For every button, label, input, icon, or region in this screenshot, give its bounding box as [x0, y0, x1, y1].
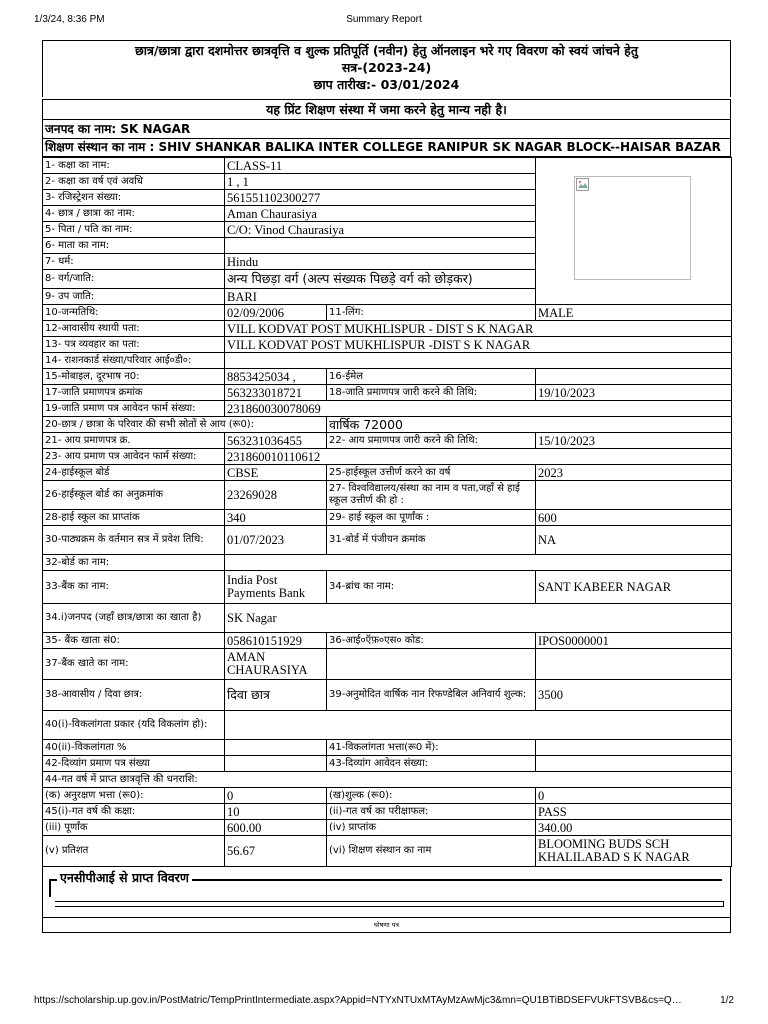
field-label: 2- कक्षा का वर्ष एवं अवधि	[43, 174, 225, 190]
field-value: BARI	[225, 289, 536, 305]
field-label: 43-दिव्यांग आवेदन संख्या:	[327, 756, 536, 772]
field-value: 10	[225, 804, 327, 820]
student-photo	[574, 176, 691, 280]
field-label: 10-जन्मतिथि:	[43, 305, 225, 321]
table-row	[43, 740, 732, 756]
field-value: 8853425034 ,	[225, 369, 327, 385]
field-value: Hindu	[225, 254, 536, 270]
field-label: 7- धर्म:	[43, 254, 225, 270]
field-label: (vi) शिक्षण संस्थान का नाम	[327, 836, 536, 867]
ncpi-section	[42, 867, 731, 918]
field-label: 26-हाईस्कूल बोर्ड का अनुक्रमांक	[43, 481, 225, 510]
field-value: 600	[536, 510, 732, 526]
field-value: VILL KODVAT POST MUKHLISPUR - DIST S K NAGAR	[225, 321, 732, 337]
field-label: 39-अनुमोदित वार्षिक नान रिफण्डेबिल अनिवार्य शुल्क:	[327, 680, 536, 711]
field-value: 340.00	[536, 820, 732, 836]
field-label: 17-जाति प्रमाणपत्र क्रमांक	[43, 385, 225, 401]
print-date: 1/3/24, 8:36 PM	[34, 14, 105, 25]
field-label: 3- रजिस्ट्रेशन संख्या:	[43, 190, 225, 206]
student-details-table	[42, 157, 732, 867]
table-row	[43, 481, 732, 510]
print-page-title: Summary Report	[346, 14, 422, 25]
summary-report-sheet	[42, 40, 731, 933]
field-value: 231860010110612	[225, 449, 732, 465]
field-value: IPOS0000001	[536, 633, 732, 649]
field-value: 561551102300277	[225, 190, 536, 206]
field-value: BLOOMING BUDS SCH KHALILABAD S K NAGAR	[536, 836, 732, 867]
table-row	[43, 353, 732, 369]
field-value: AMAN CHAURASIYA	[225, 649, 327, 680]
field-label: 34.i)जनपद (जहाँ छात्र/छात्रा का खाता है)	[43, 604, 225, 633]
field-label: 9- उप जाति:	[43, 289, 225, 305]
table-row	[43, 305, 732, 321]
field-label: 28-हाई स्कूल का प्राप्तांक	[43, 510, 225, 526]
field-value: VILL KODVAT POST MUKHLISPUR -DIST S K NAGAR	[225, 337, 732, 353]
field-value: वार्षिक 72000	[327, 417, 732, 433]
field-label: 22- आय प्रमाणपत्र जारी करने की तिथि:	[327, 433, 536, 449]
field-label: 11-लिंग:	[327, 305, 536, 321]
browser-print-header	[34, 14, 734, 30]
field-value: 23269028	[225, 481, 327, 510]
field-value: 0	[225, 788, 327, 804]
validity-notice: यह प्रिंट शिक्षण संस्था में जमा करने हेतु मान्य नही है।	[42, 99, 731, 120]
table-row	[43, 321, 732, 337]
table-row	[43, 385, 732, 401]
field-value	[536, 740, 732, 756]
header-session: सत्र-(2023-24)	[341, 60, 432, 75]
field-label: 12-आवासीय स्थायी पता:	[43, 321, 225, 337]
field-label: 4- छात्र / छात्रा का नाम:	[43, 206, 225, 222]
field-label: (क) अनुरक्षण भत्ता (रू0):	[43, 788, 225, 804]
field-value: दिवा छात्र	[225, 680, 327, 711]
field-label: 34-ब्रांच का नाम:	[327, 571, 536, 604]
field-value: India Post Payments Bank	[225, 571, 327, 604]
field-value: 02/09/2006	[225, 305, 327, 321]
table-row	[43, 711, 732, 740]
field-label: 42-दिव्यांग प्रमाण पत्र संख्या	[43, 756, 225, 772]
field-label: 6- माता का नाम:	[43, 238, 225, 254]
table-row	[43, 633, 732, 649]
table-row	[43, 836, 732, 867]
page-number: 1/2	[720, 995, 734, 1006]
header-print-date: छाप तारीख:- 03/01/2024	[313, 77, 460, 92]
field-value: 56.67	[225, 836, 327, 867]
table-row	[43, 680, 732, 711]
field-value: PASS	[536, 804, 732, 820]
fieldset-left-border	[49, 879, 51, 897]
field-label: 31-बोर्ड में पंजीयन क्रमांक	[327, 526, 536, 555]
field-value	[225, 238, 536, 254]
field-label: 18-जाति प्रमाणपत्र जारी करने की तिथि:	[327, 385, 536, 401]
field-label: 25-हाईस्कूल उत्तीर्ण करने का वर्ष	[327, 465, 536, 481]
field-value: 01/07/2023	[225, 526, 327, 555]
ncpi-content-bar	[55, 901, 724, 907]
field-label: 1- कक्षा का नाम:	[43, 158, 225, 174]
table-row	[43, 604, 732, 633]
table-row	[43, 417, 732, 433]
field-label: 33-बैंक का नाम:	[43, 571, 225, 604]
field-value: CLASS-11	[225, 158, 536, 174]
field-value	[225, 711, 732, 740]
field-label: 23- आय प्रमाण पत्र आवेदन फार्म संख्या:	[43, 449, 225, 465]
field-label: 45(i)-गत वर्ष की कक्षा:	[43, 804, 225, 820]
table-row	[43, 337, 732, 353]
field-value: 058610151929	[225, 633, 327, 649]
field-value: SK Nagar	[225, 604, 732, 633]
field-value: 600.00	[225, 820, 327, 836]
field-value: Aman Chaurasiya	[225, 206, 536, 222]
field-value: 19/10/2023	[536, 385, 732, 401]
table-row	[43, 158, 732, 174]
field-label: 40(ii)-विकलांगता %	[43, 740, 225, 756]
table-row	[43, 526, 732, 555]
field-label: (ii)-गत वर्ष का परीक्षाफल:	[327, 804, 536, 820]
field-value	[536, 369, 732, 385]
field-label: 27- विश्वविद्यालय/संस्था का नाम व पता,जहाँ से हाई स्कूल उत्तीर्ण की हो :	[327, 481, 536, 510]
section-label: 44-गत वर्ष में प्राप्त छात्रवृत्ति की धनराशि:	[43, 772, 732, 788]
declaration-heading: घोषणा पत्र	[42, 918, 731, 933]
field-value: NA	[536, 526, 732, 555]
field-value: 563233018721	[225, 385, 327, 401]
field-label: (iii) पूर्णांक	[43, 820, 225, 836]
field-label: 15-मोबाइल, दूरभाष न0:	[43, 369, 225, 385]
field-label: 30-पाठ्यक्रम के वर्तमान सत्र में प्रवेश तिथि:	[43, 526, 225, 555]
field-value: 0	[536, 788, 732, 804]
field-value	[536, 649, 732, 680]
table-row	[43, 510, 732, 526]
field-label: 24-हाईस्कूल बोर्ड	[43, 465, 225, 481]
field-value: 340	[225, 510, 327, 526]
field-label: 8- वर्ग/जाति:	[43, 270, 225, 289]
table-row	[43, 649, 732, 680]
district-name: जनपद का नाम: SK NAGAR	[42, 120, 731, 139]
field-label: 5- पिता / पति का नाम:	[43, 222, 225, 238]
field-label: 35- बैंक खाता सं0:	[43, 633, 225, 649]
field-label: 38-आवासीय / दिवा छात्र:	[43, 680, 225, 711]
field-label: 13- पत्र व्यवहार का पता:	[43, 337, 225, 353]
table-row	[43, 571, 732, 604]
field-label: 20-छात्र / छात्रा के परिवार की सभी स्रोतों से आय (रू0):	[43, 417, 327, 433]
ncpi-legend: एनसीपीआई से प्राप्त विवरण	[57, 869, 192, 886]
field-label: 41-विकलांगता भत्ता(रू0 में):	[327, 740, 536, 756]
table-row	[43, 820, 732, 836]
table-row	[43, 401, 732, 417]
report-header	[42, 40, 731, 97]
field-value: अन्य पिछड़ा वर्ग (अल्प संख्यक पिछड़े वर्ग को छोड़कर)	[225, 270, 536, 289]
field-label: 29- हाई स्कूल का पूर्णांक :	[327, 510, 536, 526]
table-row	[43, 555, 732, 571]
field-label: (iv) प्राप्तांक	[327, 820, 536, 836]
field-label: 37-बैंक खाते का नाम:	[43, 649, 225, 680]
field-value: 2023	[536, 465, 732, 481]
table-row	[43, 433, 732, 449]
field-label: 40(i)-विकलांगता प्रकार (यदि विकलांग हो):	[43, 711, 225, 740]
field-label	[327, 649, 536, 680]
header-title: छात्र/छात्रा द्वारा दशमोत्तर छात्रवृत्ति व शुल्क प्रतिपूर्ति (नवीन) हेतु ऑनलाइन भरे गए विवरण को स्वयं जांचने हेतु	[135, 43, 638, 58]
field-value	[225, 740, 327, 756]
table-row	[43, 788, 732, 804]
table-row	[43, 756, 732, 772]
field-value: 3500	[536, 680, 732, 711]
field-value: 1 , 1	[225, 174, 536, 190]
field-value: 563231036455	[225, 433, 327, 449]
field-value: SANT KABEER NAGAR	[536, 571, 732, 604]
table-row	[43, 369, 732, 385]
field-value: C/O: Vinod Chaurasiya	[225, 222, 536, 238]
table-row	[43, 465, 732, 481]
ncpi-fieldset	[49, 870, 724, 899]
field-value	[536, 481, 732, 510]
field-value: 15/10/2023	[536, 433, 732, 449]
page-url: https://scholarship.up.gov.in/PostMatric/TempPrintIntermediate.aspx?Appid=NTYxNTUxMTAyMzAwMjc3&mn=QU1BTiBDSEFVUkFTSVB&cs=Q…	[34, 995, 682, 1006]
browser-print-footer	[34, 995, 734, 1011]
field-label: 36-आई०ऍफ़०एस० कोड:	[327, 633, 536, 649]
table-row	[43, 449, 732, 465]
field-value	[225, 353, 732, 369]
field-value: MALE	[536, 305, 732, 321]
broken-image-icon	[576, 178, 590, 192]
field-value: CBSE	[225, 465, 327, 481]
field-label: 32-बोर्ड का नाम:	[43, 555, 225, 571]
field-label: (ख)शुल्क (रू0):	[327, 788, 536, 804]
field-label: (v) प्रतिशत	[43, 836, 225, 867]
institution-name: शिक्षण संस्थान का नाम : SHIV SHANKAR BALIKA INTER COLLEGE RANIPUR SK NAGAR BLOCK--HAISAR BAZAR	[42, 139, 731, 157]
field-label: 16-ईमेल	[327, 369, 536, 385]
field-value	[225, 555, 732, 571]
field-label: 21- आय प्रमाणपत्र क्र.	[43, 433, 225, 449]
field-label: 19-जाति प्रमाण पत्र आवेदन फार्म संख्या:	[43, 401, 225, 417]
table-row	[43, 772, 732, 788]
table-row	[43, 804, 732, 820]
field-value: 231860030078069	[225, 401, 732, 417]
field-label: 14- राशनकार्ड संख्या/परिवार आई०डी०:	[43, 353, 225, 369]
field-value	[536, 756, 732, 772]
student-photo-cell	[536, 158, 732, 305]
field-value	[225, 756, 327, 772]
